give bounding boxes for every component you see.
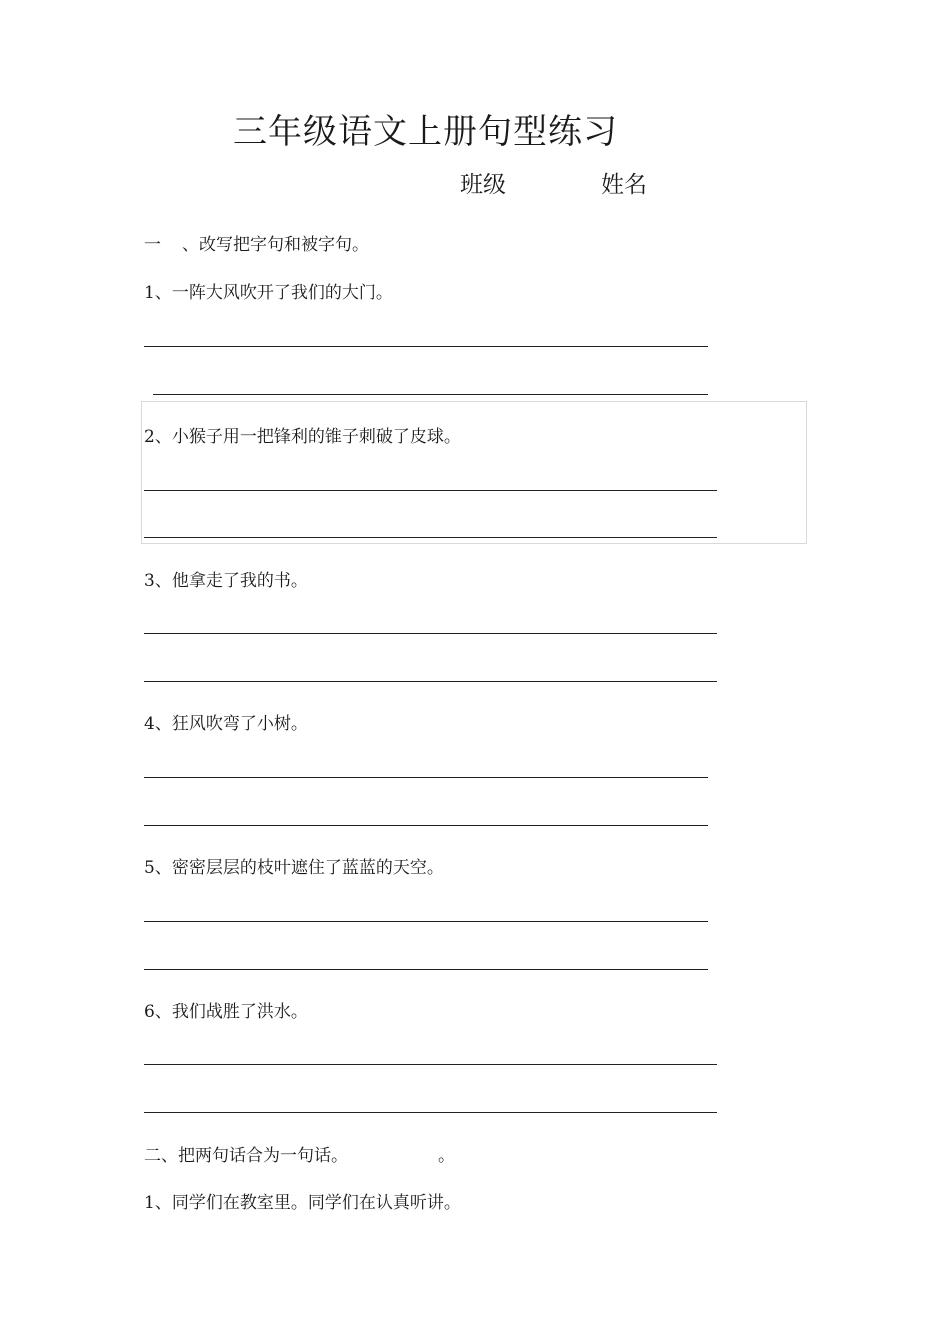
class-label: 班级 (460, 172, 506, 198)
question-5: 5、密密层层的枝叶遮住了蓝蓝的天空。 (144, 858, 444, 878)
section-1-heading: 、改写把字句和被字句。 (182, 235, 369, 255)
answer-line[interactable] (144, 825, 708, 826)
question-6: 6、我们战胜了洪水。 (144, 1002, 308, 1022)
answer-line[interactable] (144, 969, 708, 970)
question-2: 2、小猴子用一把锋利的锥子刺破了皮球。 (144, 427, 461, 447)
section-2-question-1: 1、同学们在教室里。同学们在认真听讲。 (144, 1193, 461, 1213)
name-label: 姓名 (601, 172, 647, 198)
question-3: 3、他拿走了我的书。 (144, 571, 308, 591)
answer-line[interactable] (144, 681, 717, 682)
answer-line[interactable] (144, 1112, 717, 1113)
answer-line[interactable] (144, 633, 717, 634)
answer-line[interactable] (144, 537, 717, 538)
question-1: 1、一阵大风吹开了我们的大门。 (144, 283, 393, 303)
answer-line[interactable] (153, 394, 708, 395)
section-2-trailing-mark: 。 (438, 1146, 455, 1166)
answer-line[interactable] (144, 921, 708, 922)
answer-line[interactable] (144, 346, 708, 347)
question-4: 4、狂风吹弯了小树。 (144, 714, 308, 734)
page-title: 三年级语文上册句型练习 (233, 112, 618, 152)
answer-line[interactable] (144, 1064, 717, 1065)
answer-line[interactable] (144, 777, 708, 778)
section-2-heading: 二、把两句话合为一句话。 (144, 1146, 348, 1166)
section-1-number: 一 (144, 235, 161, 255)
answer-line[interactable] (144, 490, 717, 491)
